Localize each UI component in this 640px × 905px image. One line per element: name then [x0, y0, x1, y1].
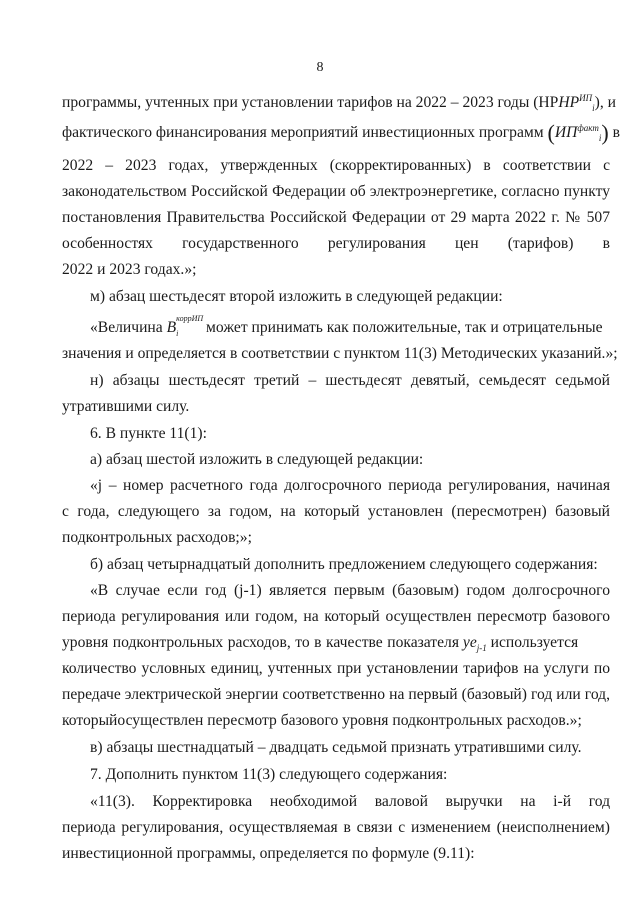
formula-ip-fact: $ИП^{факт}_i$ [554, 122, 602, 144]
text-line: 2022 и 2023 годах.»; [62, 261, 197, 278]
page-number: 8 [316, 60, 324, 75]
text-line: 2022 – 2023 годах, утвержденных (скорректированных) в соответствии с [62, 157, 610, 174]
text-line: «В случае если год (j-1) является первым (базовым) годом долгосрочного [90, 582, 610, 599]
text-line: а) абзац шестой изложить в следующей редакции: [90, 451, 424, 468]
text-line: программы, учтенных при установлении тарифов на 2022 – 2023 годы $(НРНР^{ИП}_i)$, и [62, 92, 616, 114]
text-line: законодательством Российской Федерации об электроэнергетике, согласно пункту [62, 183, 610, 200]
text-line: с года, следующего за годом, на который установлен (пересмотрен) базовый [62, 503, 610, 520]
text-line: особенностях государственного регулирования цен (тарифов) в [62, 235, 610, 252]
formula-hr: $НР^{ИП}_i$ [558, 92, 595, 114]
text-line: б) абзац четырнадцатый дополнить предложением следующего содержания: [90, 556, 598, 573]
text-line: периода регулирования, осуществляемая в связи с изменением (неисполнением) [62, 819, 610, 836]
text-line: постановления Правительства Российской Федерации от 29 марта 2022 г. № 507 [62, 209, 610, 226]
text-line: значения и определяется в соответствии с пунктом 11(3) Методических указаний.»; [62, 345, 618, 362]
formula-ue: $уе_{j-1}$ [462, 634, 487, 654]
text-line: 7. Дополнить пунктом 11(3) следующего содержания: [90, 766, 448, 783]
text-line: утратившими силу. [62, 398, 190, 415]
text-line: которыйосуществлен пересмотр базового уровня подконтрольных расходов.»; [62, 712, 582, 729]
text-line: м) абзац шестьдесят второй изложить в следующей редакции: [90, 288, 503, 305]
text-line: 6. В пункте 11(1): [90, 425, 207, 442]
text-line: в) абзацы шестнадцатый – двадцать седьмой признать утратившими силу. [90, 739, 582, 756]
text-line: уровня подконтрольных расходов, то в качестве показателя $уе_{j-1}$ используется [62, 634, 579, 654]
text-line: н) абзацы шестьдесят третий – шестьдесят девятый, семьдесят седьмой [90, 372, 610, 389]
text-line: «j – номер расчетного года долгосрочного периода регулирования, начиная [90, 477, 610, 494]
text-line: количество условных единиц, учтенных при установлении тарифов на услуги по [62, 660, 610, 677]
text-line: «Величина B коррИП i может принимать как положительные, так и отрицательные [90, 314, 603, 338]
formula-v-corr: B коррИП i [166, 314, 204, 338]
text-line: фактического финансирования мероприятий инвестиционных программ $(ИП^{факт}_i)$ в [62, 120, 620, 145]
text-line: подконтрольных расходов;»; [62, 529, 252, 546]
text-line: инвестиционной программы, определяется по формуле (9.11): [62, 845, 475, 862]
text-line: периода регулирования или годом, на который осуществлен пересмотр базового [62, 608, 610, 625]
text-line: «11(3). Корректировка необходимой валовой выручки на i-й год [90, 793, 610, 810]
text-line: передаче электрической энергии соответственно на первый (базовый) год или год, [62, 686, 610, 703]
